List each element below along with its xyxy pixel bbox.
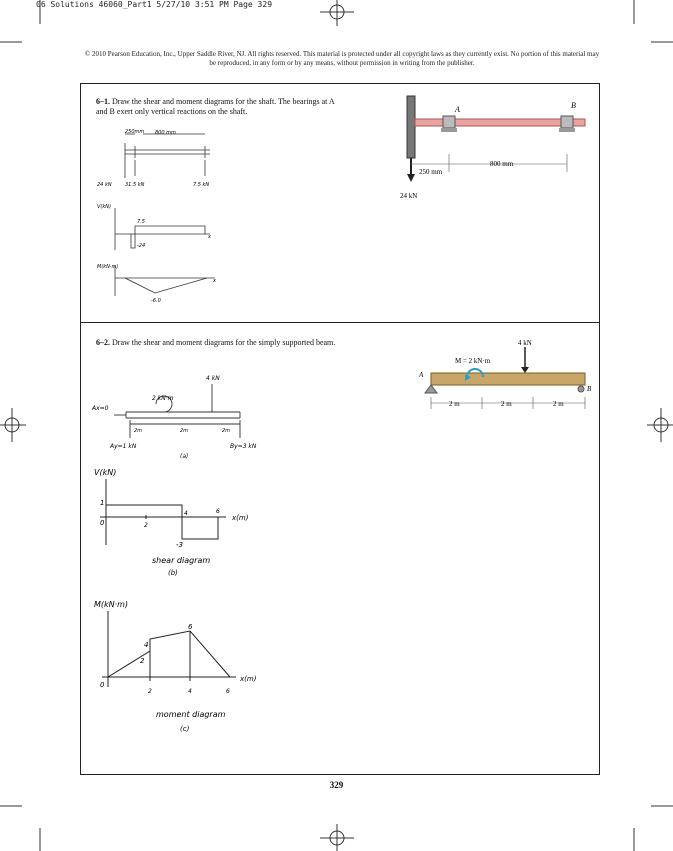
problem-2-moment-diagram xyxy=(90,595,300,745)
p2-moment-origin: 0 xyxy=(100,681,105,689)
p2-shear-neg: -3 xyxy=(176,541,183,549)
p2-fbd-caption: (a) xyxy=(180,453,189,460)
p1-sol-dim-800: 800 mm xyxy=(155,130,176,136)
problem-1-number: 6–1. xyxy=(96,97,110,106)
p2-fbd-seg3: 2m xyxy=(222,428,231,434)
p2-moment-title: moment diagram xyxy=(156,710,226,719)
p2-shear-title: shear diagram xyxy=(152,556,211,565)
p2-moment-val6: 6 xyxy=(188,623,193,631)
problem-2-text: Draw the shear and moment diagrams for the simply supported beam. xyxy=(112,338,336,347)
p1-sol-dim-250: 250mm xyxy=(125,129,145,135)
fig2-seg3: 2 m xyxy=(553,400,564,408)
p2-fbd-moment: 2 kN·m xyxy=(152,395,174,402)
p2-fbd-seg2: 2m xyxy=(180,428,189,434)
p1-m-x: x xyxy=(213,278,216,284)
p2-shear-origin: 0 xyxy=(100,519,105,527)
fig2-moment: M = 2 kN·m xyxy=(455,357,491,365)
p2-shear-x-axis: x(m) xyxy=(232,514,249,522)
p2-moment-axis: M(kN·m) xyxy=(94,600,129,609)
p2-fbd-load: 4 kN xyxy=(206,375,220,382)
p1-v-pos: 7.5 xyxy=(137,219,145,225)
p2-shear-tick4: 4 xyxy=(184,510,188,517)
p1-v-neg: -24 xyxy=(137,243,146,249)
p2-shear-tick2: 2 xyxy=(144,522,148,529)
p2-moment-tick6: 6 xyxy=(226,688,230,695)
p2-moment-x-axis: x(m) xyxy=(240,675,257,683)
fig2-label-b: B xyxy=(587,385,592,393)
fig1-load: 24 kN xyxy=(400,192,418,200)
fig1-dim-250: 250 mm xyxy=(419,168,443,176)
p1-v-axis: V(kN) xyxy=(97,204,111,210)
page-number: 329 xyxy=(329,780,344,790)
problem-2-figure xyxy=(415,335,595,415)
p2-moment-val2: 2 xyxy=(140,657,145,665)
p1-sol-ra: 31.5 kN xyxy=(125,182,145,188)
print-header: 06 Solutions 46060_Part1 5/27/10 3:51 PM Page 329 xyxy=(36,0,273,9)
p2-shear-caption: (b) xyxy=(168,569,178,577)
p2-shear-axis: V(kN) xyxy=(94,468,117,477)
p2-fbd-by: By=3 kN xyxy=(230,443,257,450)
p2-moment-val4: 4 xyxy=(144,641,149,649)
p2-moment-caption: (c) xyxy=(180,725,190,733)
problem-1-statement xyxy=(96,97,336,117)
problem-1-text: Draw the shear and moment diagrams for the shaft. The bearings at A and B exert only vertical reactions on the shaft. xyxy=(96,97,335,116)
p1-v-x: x xyxy=(208,234,211,240)
problem-1-figure xyxy=(395,92,595,210)
p1-m-axis: M(kN·m) xyxy=(97,264,119,270)
p2-moment-tick4: 4 xyxy=(188,688,192,695)
problem-1-solution xyxy=(95,128,245,308)
problem-divider xyxy=(80,322,600,323)
p2-fbd-seg1: 2m xyxy=(134,428,143,434)
problem-2-number: 6–2. xyxy=(96,338,110,347)
fig2-label-a: A xyxy=(419,371,424,379)
p2-shear-pos: 1 xyxy=(100,499,105,507)
p2-fbd-ax: Ax=0 xyxy=(92,405,109,412)
p2-shear-tick6: 6 xyxy=(216,508,220,515)
p2-fbd-ay: Ay=1 kN xyxy=(110,443,137,450)
p1-sol-load: 24 kN xyxy=(97,182,112,188)
p1-sol-rb: 7.5 kN xyxy=(193,182,210,188)
fig1-label-b: B xyxy=(571,101,576,110)
fig1-dim-800: 800 mm xyxy=(490,160,514,168)
problem-2-statement xyxy=(96,338,336,348)
p2-moment-tick2: 2 xyxy=(148,688,152,695)
fig2-seg2: 2 m xyxy=(501,400,512,408)
problem-2-shear-diagram xyxy=(90,465,290,595)
fig1-label-a: A xyxy=(455,105,460,114)
fig2-seg1: 2 m xyxy=(449,400,460,408)
fig2-load: 4 kN xyxy=(518,339,532,347)
problem-2-fbd xyxy=(90,372,270,467)
p1-m-min: -6.0 xyxy=(151,298,161,304)
copyright-notice: © 2010 Pearson Education, Inc., Upper Saddle River, NJ. All rights reserved. This material is protected under all copyright laws as they currently exist. No portion of this material may be reproduced, in any form or by any means, without permission in writing from the publisher. xyxy=(84,50,600,67)
